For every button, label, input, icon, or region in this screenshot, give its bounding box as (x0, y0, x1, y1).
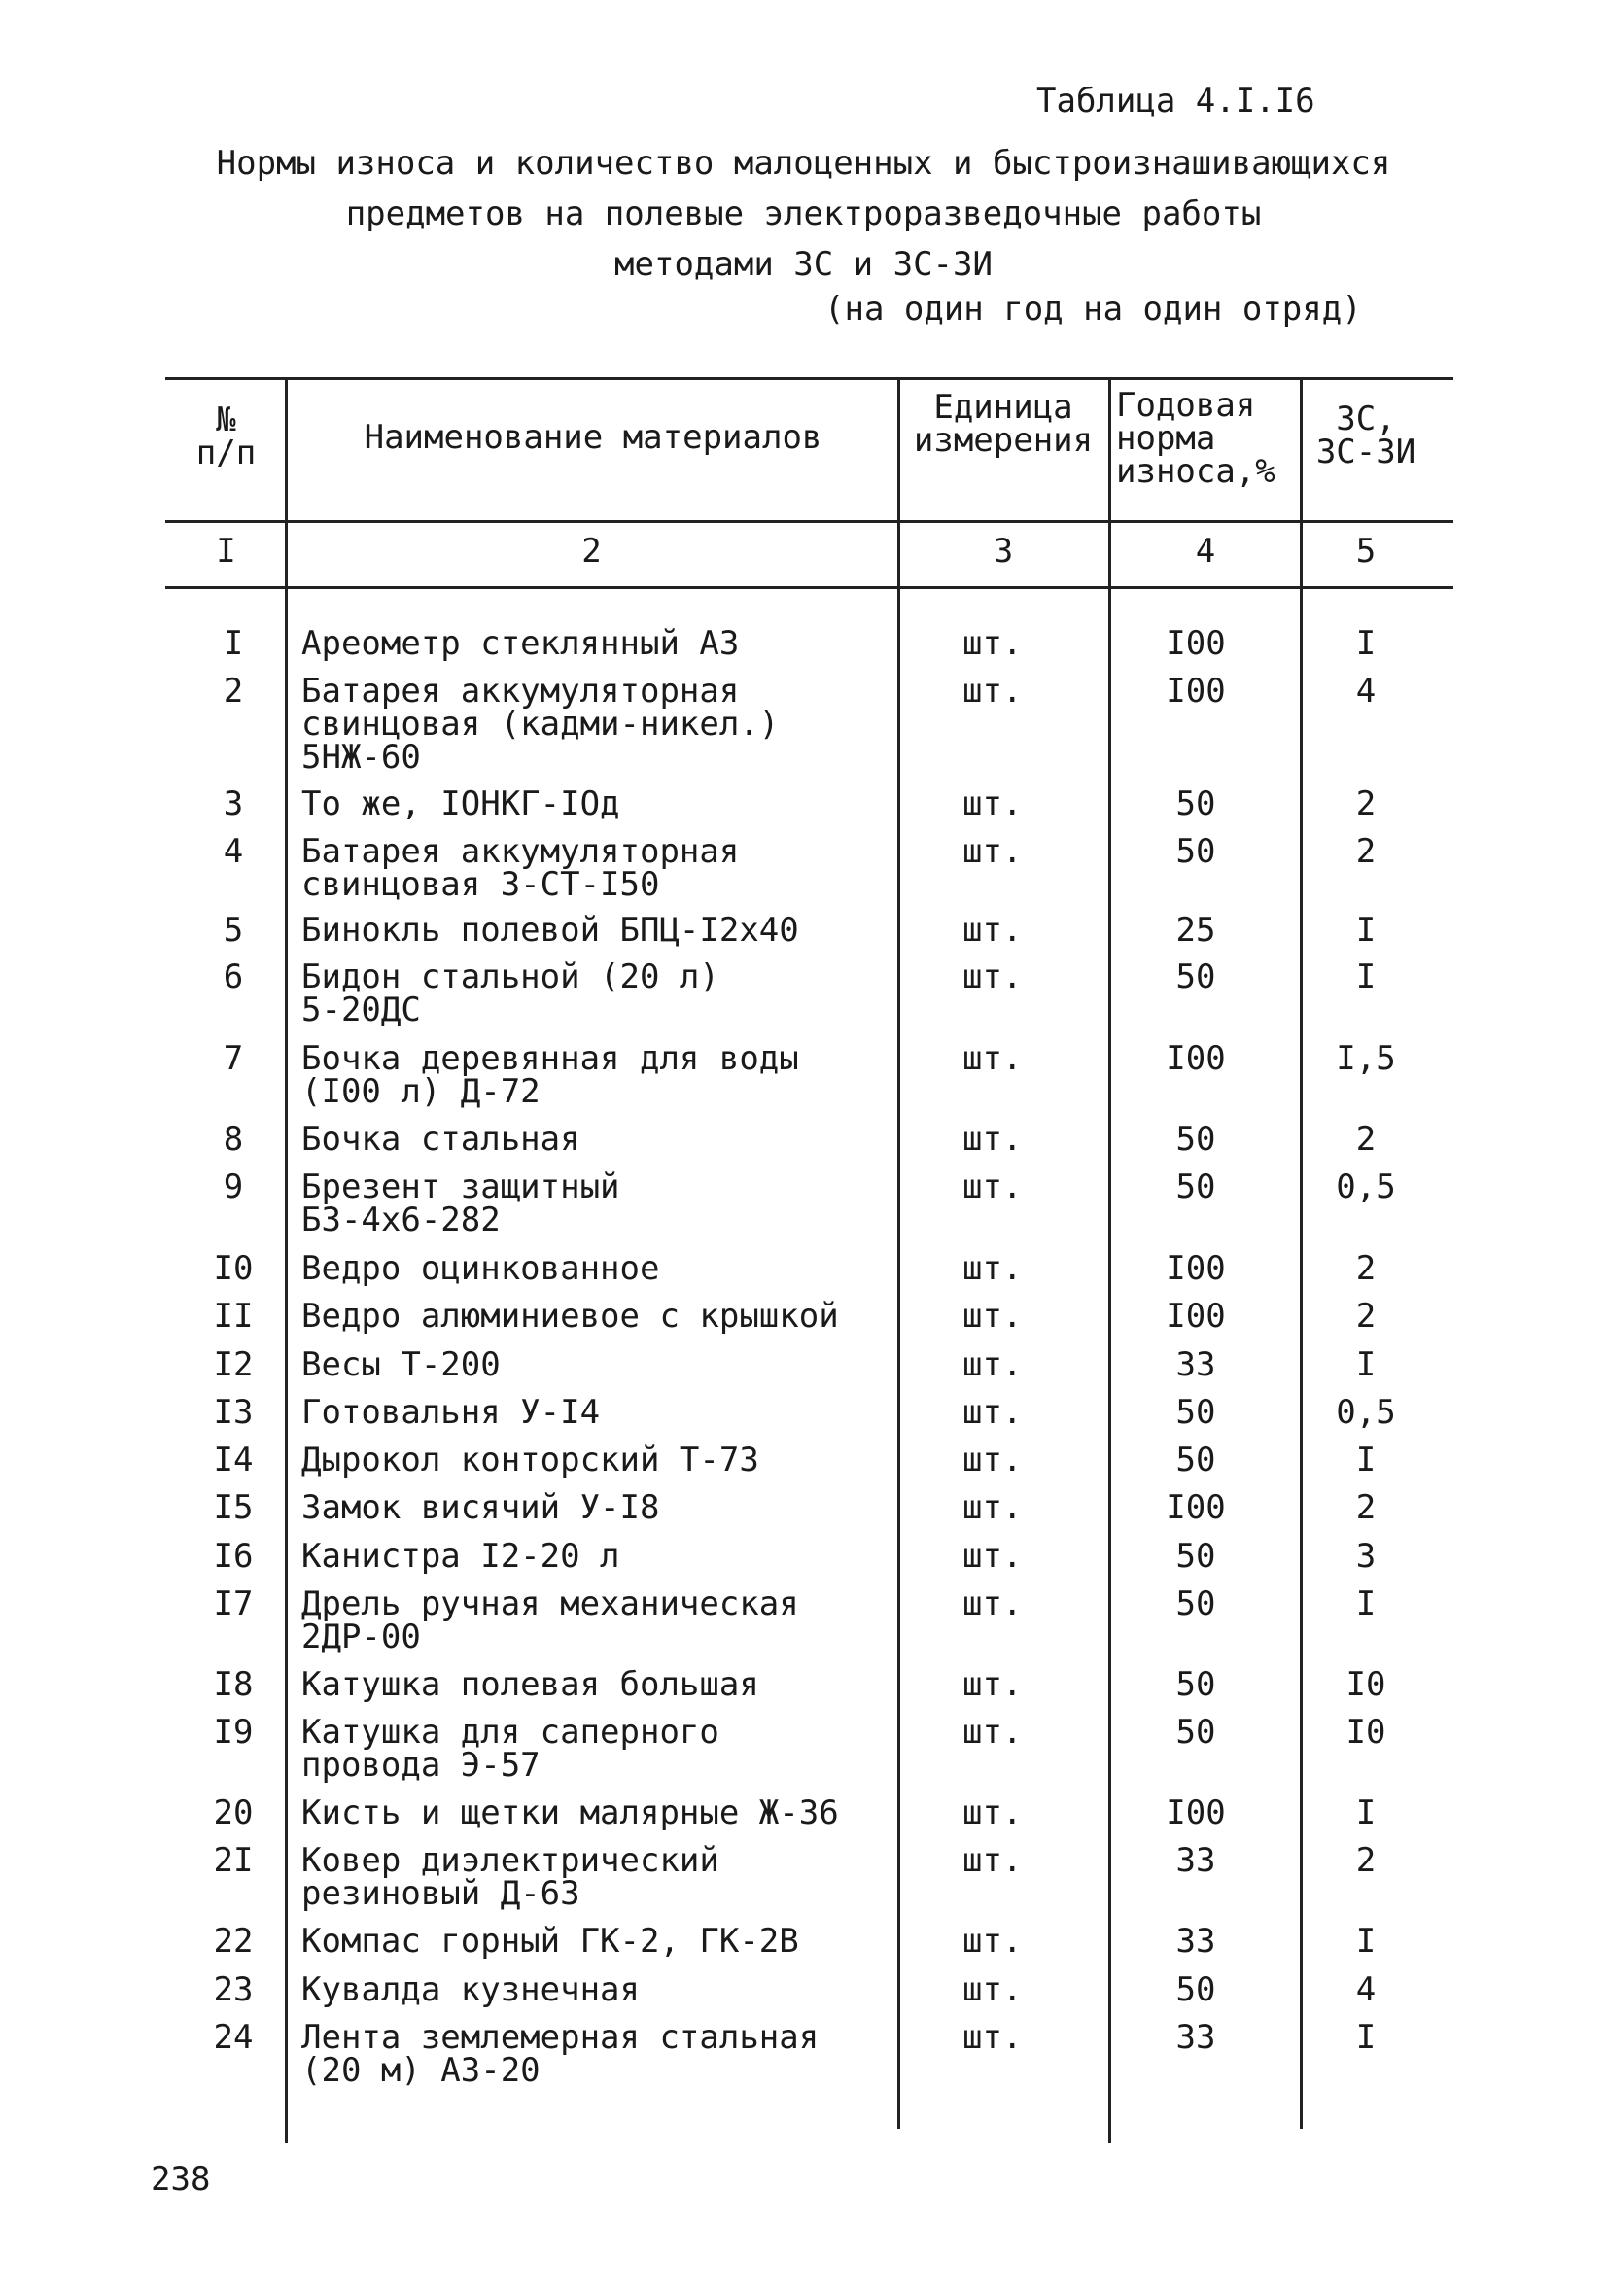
row-number: I9 (213, 1713, 254, 1752)
annual-wear-norm: 50 (1175, 832, 1216, 871)
annual-wear-norm: 50 (1175, 1713, 1216, 1752)
table-top-rule (165, 377, 1453, 380)
material-name: Ведро алюминиевое с крышкой (301, 1297, 839, 1336)
header-num: № п/п (195, 400, 257, 472)
material-name: Весы Т-200 (301, 1345, 501, 1384)
unit-of-measure: шт. (962, 1120, 1023, 1159)
material-name: Бочка стальная (301, 1120, 580, 1159)
row-number: 2 (223, 672, 244, 711)
quantity: I0 (1345, 1713, 1386, 1752)
annual-wear-norm: 25 (1175, 911, 1216, 950)
header-norm: Годовая норма износа,% (1116, 386, 1275, 491)
annual-wear-norm: 33 (1175, 2018, 1216, 2057)
unit-of-measure: шт. (962, 957, 1023, 996)
quantity: I (1355, 624, 1377, 663)
colnum-rule (165, 586, 1453, 589)
material-name: Кисть и щетки малярные Ж-36 (301, 1793, 839, 1832)
quantity: 0,5 (1336, 1167, 1396, 1206)
unit-of-measure: шт. (962, 1167, 1023, 1206)
quantity: I (1355, 1793, 1377, 1832)
quantity: I (1355, 1922, 1377, 1961)
annual-wear-norm: 50 (1175, 1393, 1216, 1432)
material-name: Замок висячий У-I8 (301, 1488, 660, 1527)
row-number: 8 (223, 1120, 244, 1159)
annual-wear-norm: 50 (1175, 1167, 1216, 1206)
material-name: Катушка для саперного провода Э-57 (301, 1713, 719, 1785)
col-divider-3 (1108, 379, 1111, 2143)
row-number: 22 (213, 1922, 254, 1961)
row-number: I7 (213, 1584, 254, 1623)
quantity: I (1355, 2018, 1377, 2057)
quantity: I (1355, 911, 1377, 950)
row-number: 23 (213, 1970, 254, 2009)
row-number: 5 (223, 911, 244, 950)
unit-of-measure: шт. (962, 1922, 1023, 1961)
unit-of-measure: шт. (962, 1584, 1023, 1623)
unit-of-measure: шт. (962, 1345, 1023, 1384)
row-number: I4 (213, 1441, 254, 1479)
row-number: I (223, 624, 244, 663)
row-number: 24 (213, 2018, 254, 2057)
colnum-3: 3 (993, 532, 1014, 571)
quantity: I (1355, 1441, 1377, 1479)
quantity: 4 (1355, 672, 1377, 711)
material-name: Батарея аккумуляторная свинцовая (кадми-никел.) 5НЖ-60 (301, 672, 780, 777)
material-name: Бинокль полевой БПЦ-I2х40 (301, 911, 799, 950)
annual-wear-norm: 50 (1175, 784, 1216, 823)
header-qty: ЗС, ЗС-ЗИ (1315, 400, 1416, 471)
unit-of-measure: шт. (962, 1537, 1023, 1576)
quantity: 2 (1355, 832, 1377, 871)
material-name: Брезент защитный БЗ-4х6-282 (301, 1167, 620, 1239)
quantity: I (1355, 957, 1377, 996)
row-number: 6 (223, 957, 244, 996)
unit-of-measure: шт. (962, 1665, 1023, 1704)
colnum-2: 2 (581, 532, 602, 571)
title-line-2: предметов на полевые электроразведочные работы (345, 194, 1262, 233)
annual-wear-norm: I00 (1166, 672, 1226, 711)
annual-wear-norm: I00 (1166, 1249, 1226, 1288)
unit-of-measure: шт. (962, 672, 1023, 711)
quantity: I0 (1345, 1665, 1386, 1704)
quantity: I (1355, 1584, 1377, 1623)
material-name: Ведро оцинкованное (301, 1249, 660, 1288)
material-name: Лента землемерная стальная (20 м) АЗ-20 (301, 2018, 820, 2090)
unit-of-measure: шт. (962, 1393, 1023, 1432)
unit-of-measure: шт. (962, 1297, 1023, 1336)
unit-of-measure: шт. (962, 1841, 1023, 1880)
title-line-1: Нормы износа и количество малоценных и быстроизнашивающихся (216, 144, 1391, 183)
material-name: Ковер диэлектрический резиновый Д-63 (301, 1841, 719, 1913)
table-label: Таблица 4.I.I6 (1036, 82, 1315, 121)
row-number: 9 (223, 1167, 244, 1206)
quantity: I,5 (1336, 1039, 1396, 1078)
row-number: 2I (213, 1841, 254, 1880)
annual-wear-norm: I00 (1166, 1039, 1226, 1078)
annual-wear-norm: I00 (1166, 1488, 1226, 1527)
row-number: II (213, 1297, 254, 1336)
col-divider-4 (1300, 379, 1303, 2129)
material-name: Дырокол конторский Т-73 (301, 1441, 759, 1479)
quantity: 2 (1355, 1841, 1377, 1880)
material-name: Бидон стальной (20 л) 5-20ДС (301, 957, 719, 1029)
subtitle: (на один год на один отряд) (824, 290, 1362, 329)
header-unit: Единица измерения (913, 388, 1094, 460)
unit-of-measure: шт. (962, 1488, 1023, 1527)
annual-wear-norm: 50 (1175, 1665, 1216, 1704)
unit-of-measure: шт. (962, 1970, 1023, 2009)
row-number: I2 (213, 1345, 254, 1384)
material-name: Кувалда кузнечная (301, 1970, 640, 2009)
unit-of-measure: шт. (962, 1713, 1023, 1752)
row-number: I3 (213, 1393, 254, 1432)
title-line-3: методами ЗС и ЗС-ЗИ (614, 245, 993, 284)
annual-wear-norm: 50 (1175, 1970, 1216, 2009)
row-number: 20 (213, 1793, 254, 1832)
quantity: 2 (1355, 1120, 1377, 1159)
annual-wear-norm: I00 (1166, 1297, 1226, 1336)
quantity: 2 (1355, 1249, 1377, 1288)
colnum-1: I (216, 532, 236, 571)
annual-wear-norm: I00 (1166, 1793, 1226, 1832)
row-number: 4 (223, 832, 244, 871)
row-number: I5 (213, 1488, 254, 1527)
material-name: Батарея аккумуляторная свинцовая З-СТ-I50 (301, 832, 740, 904)
annual-wear-norm: 50 (1175, 1584, 1216, 1623)
material-name: Бочка деревянная для воды (I00 л) Д-72 (301, 1039, 799, 1111)
unit-of-measure: шт. (962, 1039, 1023, 1078)
row-number: 7 (223, 1039, 244, 1078)
unit-of-measure: шт. (962, 2018, 1023, 2057)
quantity: 2 (1355, 1297, 1377, 1336)
annual-wear-norm: 33 (1175, 1345, 1216, 1384)
annual-wear-norm: 33 (1175, 1841, 1216, 1880)
annual-wear-norm: 33 (1175, 1922, 1216, 1961)
annual-wear-norm: 50 (1175, 957, 1216, 996)
col-divider-2 (897, 379, 900, 2129)
unit-of-measure: шт. (962, 911, 1023, 950)
annual-wear-norm: 50 (1175, 1441, 1216, 1479)
row-number: I8 (213, 1665, 254, 1704)
annual-wear-norm: 50 (1175, 1537, 1216, 1576)
quantity: 2 (1355, 1488, 1377, 1527)
colnum-4: 4 (1195, 532, 1216, 571)
quantity: I (1355, 1345, 1377, 1384)
material-name: Ареометр стеклянный АЗ (301, 624, 740, 663)
colnum-5: 5 (1355, 532, 1377, 571)
unit-of-measure: шт. (962, 784, 1023, 823)
annual-wear-norm: I00 (1166, 624, 1226, 663)
row-number: 3 (223, 784, 244, 823)
unit-of-measure: шт. (962, 1249, 1023, 1288)
annual-wear-norm: 50 (1175, 1120, 1216, 1159)
quantity: 4 (1355, 1970, 1377, 2009)
unit-of-measure: шт. (962, 832, 1023, 871)
unit-of-measure: шт. (962, 1793, 1023, 1832)
quantity: 3 (1355, 1537, 1377, 1576)
row-number: I0 (213, 1249, 254, 1288)
material-name: То же, IOНКГ-IOд (301, 784, 620, 823)
header-name: Наименование материалов (364, 418, 822, 457)
unit-of-measure: шт. (962, 1441, 1023, 1479)
material-name: Компас горный ГК-2, ГК-2В (301, 1922, 799, 1961)
material-name: Канистра I2-20 л (301, 1537, 620, 1576)
quantity: 2 (1355, 784, 1377, 823)
row-number: I6 (213, 1537, 254, 1576)
material-name: Катушка полевая большая (301, 1665, 759, 1704)
quantity: 0,5 (1336, 1393, 1396, 1432)
material-name: Дрель ручная механическая 2ДР-00 (301, 1584, 799, 1656)
unit-of-measure: шт. (962, 624, 1023, 663)
header-rule (165, 520, 1453, 523)
material-name: Готовальня У-I4 (301, 1393, 601, 1432)
page-number: 238 (151, 2160, 211, 2199)
